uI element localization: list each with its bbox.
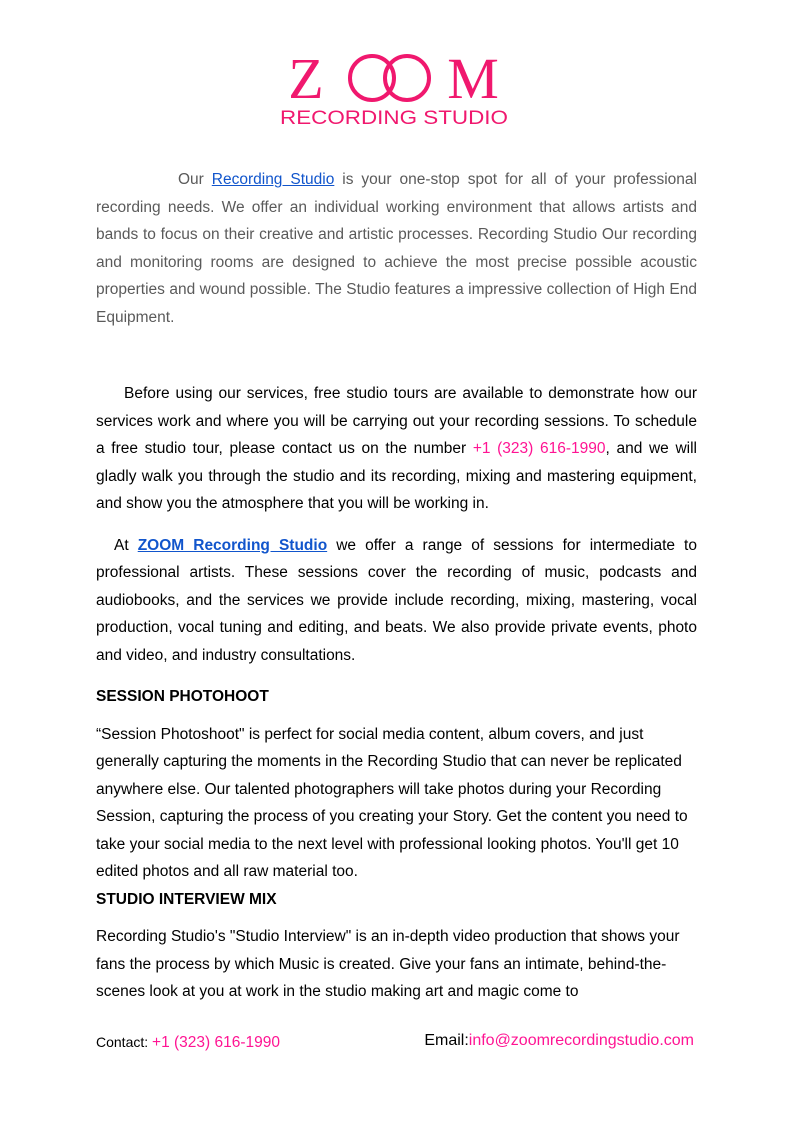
logo-ring-left [350, 56, 394, 100]
document-body [96, 166, 697, 1006]
interview-heading: STUDIO INTERVIEW MIX [96, 890, 277, 908]
zoom-logo [0, 48, 795, 138]
tours-paragraph: Before using our services, free studio tours are available to demonstrate how our services work and where you will be carrying out your recording sessions. To schedule a free studio tour, please contact us on the number +1 (323) 616-1990, and we will gladly walk you through the studio and its recording, mixing and mastering equipment, and show you the atmosphere that you will be working in. [96, 385, 697, 512]
photoshoot-heading: SESSION PHOTOHOOT [96, 688, 269, 705]
tours-phone: +1 (323) 616-1990 [472, 440, 606, 457]
photoshoot-paragraph: “Session Photoshoot" is perfect for social media content, album covers, and just generally capturing the moments in the Recording Studio that can never be replicated anywhere else. Our talented photographers will take photos during your Recording Session, capturing the process of you creating your Story. Get the content you need to take your social media to the next level with professional looking photos. You'll get 10 edited photos and all raw material too. [96, 725, 688, 880]
zoom-logo-mark [278, 48, 518, 130]
intro-paragraph: Our Recording Studio is your one-stop spot for all of your professional recording needs. We offer an individual working environment that allows artists and bands to focus on their creative and artistic processes. Recording Studio Our recording and monitoring rooms are designed to achieve the most precise possible acoustic properties and wound possible. The Studio features a impressive collection of High End Equipment. [96, 171, 697, 326]
logo-subtitle: RECORDING STUDIO [279, 108, 508, 129]
footer-email: Email:info@zoomrecordingstudio.com [424, 1032, 694, 1049]
logo-letter-m: M [446, 48, 499, 111]
logo-ring-right [385, 56, 429, 100]
logo-letter-z: Z [287, 48, 324, 111]
zoom-recording-studio-link[interactable]: ZOOM Recording Studio [137, 536, 328, 554]
footer [96, 1032, 696, 1056]
footer-contact: Contact: +1 (323) 616-1990 [96, 1034, 281, 1051]
footer-email-address[interactable]: info@zoomrecordingstudio.com [468, 1032, 694, 1049]
footer-phone: +1 (323) 616-1990 [152, 1034, 281, 1051]
sessions-paragraph: At ZOOM Recording Studio we offer a range of sessions for intermediate to professional artists. These sessions cover the recording of music, podcasts and audiobooks, and the services we provide include recording, mixing, mastering, vocal production, vocal tuning and editing, and beats. We also provide private events, photo and video, and industry consultations. [96, 536, 697, 664]
recording-studio-link[interactable]: Recording Studio [211, 171, 335, 188]
interview-paragraph: Recording Studio's "Studio Interview" is an in-depth video production that shows your fans the process by which Music is created. Give your fans an intimate, behind-the-scenes look at you at work in the studio making art and magic come to [96, 928, 680, 1000]
